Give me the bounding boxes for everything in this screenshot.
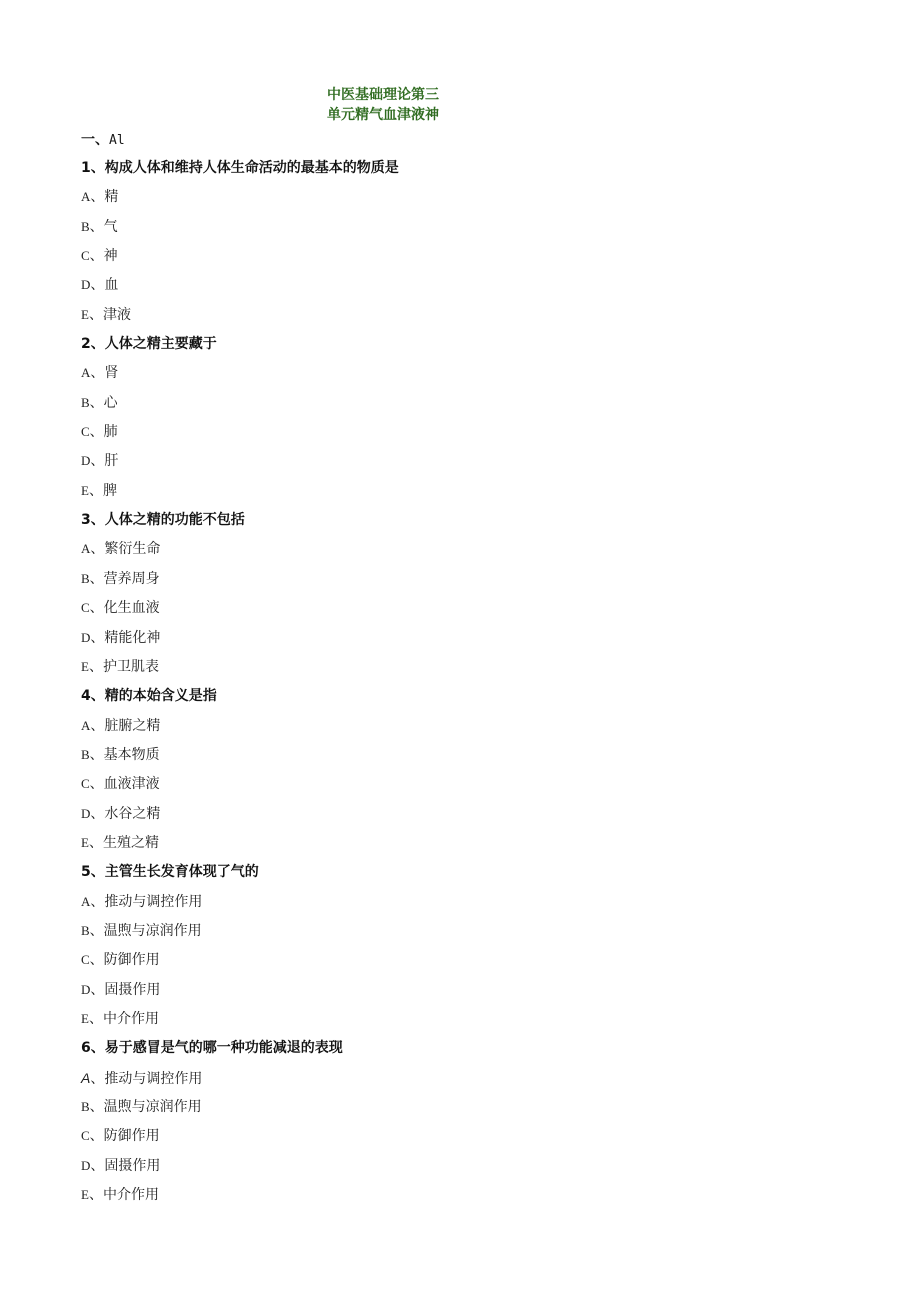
question-3-option-a	[81, 539, 841, 568]
option-separator: 、	[90, 189, 105, 206]
question-sep: 、	[90, 160, 105, 176]
option-separator: 、	[90, 893, 105, 910]
option-separator: 、	[88, 1187, 103, 1204]
option-separator: 、	[89, 1128, 104, 1145]
option-separator: 、	[88, 482, 103, 499]
question-sep: 、	[90, 336, 105, 353]
question-text: 构成人体和维持人体生命活动的最基本的物质是	[104, 160, 399, 176]
question-2-option-a	[81, 363, 841, 392]
option-text: 水谷之精	[104, 805, 161, 822]
option-separator: 、	[88, 1010, 103, 1027]
option-letter: B	[81, 570, 90, 586]
question-text: 主管生长发育体现了气的	[104, 864, 259, 881]
question-text: 人体之精主要藏于	[104, 336, 217, 353]
option-separator: 、	[89, 1099, 104, 1115]
question-text: 易于感冒是气的哪一种功能减退的表现	[104, 1040, 343, 1057]
question-number: 3	[81, 512, 91, 529]
question-4-option-c	[81, 774, 841, 803]
option-letter: B	[81, 1099, 90, 1114]
option-text: 精能化神	[104, 629, 161, 646]
option-text: 基本物质	[103, 746, 160, 763]
option-letter: C	[81, 776, 90, 792]
option-letter: A	[81, 365, 91, 381]
question-4-option-e	[81, 833, 841, 862]
question-number: 6	[81, 1040, 91, 1057]
option-letter: B	[81, 394, 90, 410]
question-text: 精的本始含义是指	[104, 688, 217, 705]
option-text: 肝	[104, 453, 119, 470]
question-3-option-c	[81, 598, 841, 627]
question-6-option-a	[81, 1068, 841, 1097]
option-letter: E	[81, 1187, 89, 1203]
option-separator: 、	[88, 834, 103, 851]
question-2-option-d	[81, 451, 841, 480]
question-5-option-c	[81, 950, 841, 979]
section-heading	[81, 130, 125, 151]
question-4-option-b	[81, 745, 841, 774]
question-sep: 、	[90, 688, 105, 705]
option-separator: 、	[89, 394, 104, 411]
option-letter: A	[81, 541, 91, 557]
question-sep: 、	[90, 1040, 105, 1057]
option-separator: 、	[90, 805, 105, 822]
section-code: Al	[109, 133, 125, 148]
option-letter: E	[81, 658, 89, 674]
question-1	[81, 158, 841, 187]
question-5	[81, 862, 841, 891]
option-text: 推动与调控作用	[104, 893, 203, 910]
question-2-option-b	[81, 393, 841, 422]
option-letter: C	[81, 424, 90, 440]
option-separator: 、	[90, 453, 105, 470]
option-letter: C	[81, 1128, 90, 1144]
option-text: 心	[103, 394, 118, 411]
option-text: 脏腑之精	[104, 717, 161, 734]
option-letter: C	[81, 952, 90, 968]
option-text: 血液津液	[103, 776, 160, 793]
question-sep: 、	[90, 512, 105, 529]
option-letter: B	[81, 746, 90, 762]
option-letter: D	[81, 981, 91, 997]
question-6-option-b	[81, 1097, 841, 1126]
option-separator: 、	[89, 776, 104, 793]
question-1-option-d	[81, 275, 841, 304]
question-6-option-d	[81, 1156, 841, 1185]
option-separator: 、	[89, 218, 104, 235]
option-letter: B	[81, 218, 90, 234]
question-5-option-a	[81, 892, 841, 921]
question-number: 2	[81, 336, 91, 353]
option-text: 固摄作用	[104, 981, 161, 998]
question-6	[81, 1038, 841, 1067]
option-letter: E	[81, 834, 89, 850]
question-1-option-c	[81, 246, 841, 275]
question-6-option-e	[81, 1185, 841, 1214]
question-5-option-e	[81, 1009, 841, 1038]
option-text: 生殖之精	[102, 834, 159, 851]
option-letter: D	[81, 277, 91, 293]
question-number: 5	[81, 864, 91, 881]
option-letter: C	[81, 600, 90, 616]
option-separator: 、	[88, 306, 103, 323]
option-separator: 、	[90, 981, 105, 998]
option-letter: A	[81, 189, 91, 205]
option-letter: C	[81, 248, 90, 264]
question-list	[81, 158, 841, 1214]
option-separator: 、	[89, 248, 104, 265]
option-text: 肺	[103, 424, 118, 441]
option-separator: 、	[89, 952, 104, 969]
question-4-option-a	[81, 716, 841, 745]
option-separator: 、	[90, 629, 105, 646]
option-separator: 、	[89, 746, 104, 763]
option-text: 脾	[102, 482, 117, 499]
option-separator: 、	[90, 365, 105, 382]
question-4-option-d	[81, 804, 841, 833]
option-letter: D	[81, 1157, 91, 1173]
option-letter: B	[81, 922, 90, 938]
option-letter: A	[81, 893, 91, 909]
option-text: 固摄作用	[104, 1157, 161, 1174]
option-text: 血	[104, 277, 119, 294]
question-5-option-b	[81, 921, 841, 950]
question-3	[81, 510, 841, 539]
question-2-option-c	[81, 422, 841, 451]
document-title-line-2: 单元精气血津液神	[327, 107, 439, 123]
question-2-option-e	[81, 481, 841, 510]
option-separator: 、	[89, 922, 104, 939]
question-3-option-d	[81, 628, 841, 657]
question-1-option-a	[81, 187, 841, 216]
question-3-option-e	[81, 657, 841, 686]
question-6-option-c	[81, 1126, 841, 1155]
option-separator: 、	[88, 658, 103, 675]
question-1-option-e	[81, 305, 841, 334]
option-text: 营养周身	[103, 570, 160, 587]
option-letter: E	[81, 1010, 89, 1026]
option-letter: E	[81, 482, 89, 498]
document-title-line-1: 中医基础理论第三	[327, 87, 439, 103]
option-separator: 、	[89, 424, 104, 441]
option-text: 防御作用	[103, 1128, 160, 1145]
option-letter: A	[81, 717, 91, 733]
option-text: 防御作用	[103, 952, 160, 969]
option-letter: D	[81, 453, 91, 469]
option-text: 护卫肌表	[102, 658, 159, 675]
option-text: 推动与调控作用	[104, 1070, 203, 1087]
question-number: 4	[81, 688, 91, 705]
option-text: 繁衍生命	[104, 541, 161, 558]
option-text: 中介作用	[102, 1010, 159, 1027]
option-separator: 、	[90, 277, 105, 294]
option-text: 化生血液	[103, 600, 160, 617]
question-4	[81, 686, 841, 715]
question-text: 人体之精的功能不包括	[104, 512, 245, 529]
option-separator: 、	[89, 570, 104, 587]
option-text: 精	[104, 189, 119, 206]
question-5-option-d	[81, 980, 841, 1009]
question-number: 1	[81, 160, 91, 176]
option-letter: E	[81, 306, 89, 322]
question-sep: 、	[90, 864, 105, 881]
option-separator: 、	[90, 1157, 105, 1174]
section-prefix: 一、	[81, 132, 109, 148]
question-1-option-b	[81, 217, 841, 246]
option-separator: 、	[90, 717, 105, 734]
question-3-option-b	[81, 569, 841, 598]
option-letter: A	[81, 1069, 91, 1086]
option-text: 温煦与凉润作用	[103, 1099, 202, 1115]
option-text: 气	[103, 218, 118, 235]
option-separator: 、	[89, 600, 104, 617]
question-2	[81, 334, 841, 363]
option-separator: 、	[90, 1070, 105, 1087]
option-separator: 、	[90, 541, 105, 558]
option-text: 神	[103, 248, 118, 265]
option-letter: D	[81, 805, 91, 821]
option-text: 津液	[102, 306, 131, 323]
option-text: 中介作用	[102, 1187, 159, 1204]
option-text: 温煦与凉润作用	[103, 922, 202, 939]
option-text: 肾	[104, 365, 119, 382]
option-letter: D	[81, 629, 91, 645]
